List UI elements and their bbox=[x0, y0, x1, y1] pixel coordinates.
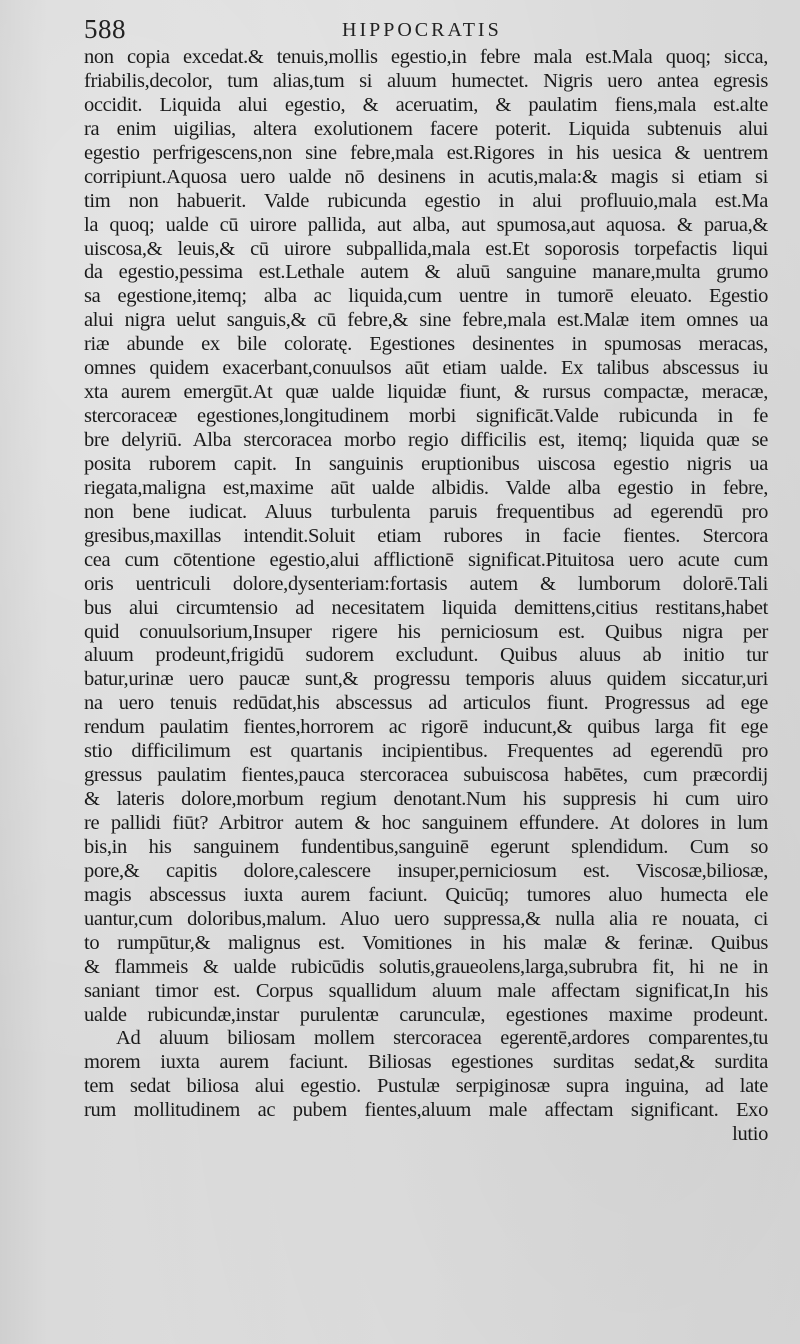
text-line: da egestio,pessima est.Lethale autem & aluū sanguine manare,multa grumo bbox=[84, 261, 768, 284]
paragraph-start-line: Ad aluum biliosam mollem stercoracea egerentē,ardores comparentes,tu bbox=[116, 1027, 768, 1050]
text-line: uantur,cum doloribus,malum. Aluo uero suppressa,& nulla alia re nouata, ci bbox=[84, 907, 768, 930]
catchword: lutio bbox=[732, 1123, 768, 1146]
text-line: riegata,maligna est,maxime aūt ualde albidis. Valde alba egestio in febre, bbox=[84, 476, 768, 499]
text-line: na uero tenuis redūdat,his abscessus ad articulos fiunt. Progressus ad ege bbox=[84, 692, 768, 715]
text-line: posita ruborem capit. In sanguinis eruptionibus uiscosa egestio nigris ua bbox=[84, 452, 768, 475]
text-line: bis,in his sanguinem fundentibus,sanguinē egerunt splendidum. Cum so bbox=[84, 835, 768, 858]
text-line: gresibus,maxillas intendit.Soluit etiam rubores in facie fientes. Stercora bbox=[84, 524, 768, 547]
text-line: oris uentriculi dolore,dysenteriam:fortasis autem & lumborum dolorē.Tali bbox=[84, 572, 768, 595]
text-line: aluum prodeunt,frigidū sudorem excludunt. Quibus aluus ab initio tur bbox=[84, 644, 768, 667]
text-line: non bene iudicat. Aluus turbulenta paruis frequentibus ad egerendū pro bbox=[84, 500, 768, 523]
text-line: uiscosa,& leuis,& cū uirore subpallida,mala est.Et soporosis torpefactis liqui bbox=[84, 237, 768, 260]
text-line: corripiunt.Aquosa uero ualde nō desinens in acutis,mala:& magis si etiam si bbox=[84, 165, 768, 188]
text-line: friabilis,decolor, tum alias,tum si aluum humectet. Nigris uero antea egresis bbox=[84, 69, 768, 92]
text-line: morem iuxta aurem faciunt. Biliosas egestiones surditas sedat,& surdita bbox=[84, 1051, 768, 1074]
text-line: rum mollitudinem ac pubem fientes,aluum male affectam significant. Exo bbox=[84, 1099, 768, 1122]
text-line: rendum paulatim fientes,horrorem ac rigorē inducunt,& quibus larga fit ege bbox=[84, 716, 768, 739]
text-line: sa egestione,itemq; alba ac liquida,cum uentre in tumorē eleuato. Egestio bbox=[84, 285, 768, 308]
text-line: ualde rubicundæ,instar purulentæ carunculæ, egestiones maxime prodeunt. bbox=[84, 1003, 768, 1026]
text-line: bre delyriū. Alba stercoracea morbo regio difficilis est, itemq; liquida quæ se bbox=[84, 429, 768, 451]
text-line: pore,& capitis dolore,calescere insuper,perniciosum est. Viscosæ,biliosæ, bbox=[84, 859, 768, 882]
text-line: non copia excedat.& tenuis,mollis egestio,in febre mala est.Mala quoq; sicca, bbox=[84, 46, 768, 68]
text-line: & lateris dolore,morbum regium denotant.Num his suppresis hi cum uiro bbox=[84, 788, 768, 811]
text-line: ra enim uigilias, altera exolutionem facere poterit. Liquida subtenuis alui bbox=[84, 117, 768, 140]
text-line: bus alui circumtensio ad necesitatem liquida demittens,citius restitans,habet bbox=[84, 596, 768, 619]
text-line: saniant timor est. Corpus squallidum aluum male affectam significat,In his bbox=[84, 979, 768, 1002]
text-line: stercoraceæ egestiones,longitudinem morbi significāt.Valde rubicunda in fe bbox=[84, 405, 768, 428]
page-number: 588 bbox=[84, 14, 126, 44]
text-line: cea cum cōtentione egestio,alui afflictionē significat.Pituitosa uero acute cum bbox=[84, 548, 768, 571]
text-line: la quoq; ualde cū uirore pallida, aut alba, aut spumosa,aut aquosa. & parua,& bbox=[84, 213, 768, 236]
text-line: gressus paulatim fientes,pauca stercoracea subuiscosa habētes, cum præcordij bbox=[84, 764, 768, 787]
text-line: tem sedat biliosa alui egestio. Pustulæ serpiginosæ supra inguina, ad late bbox=[84, 1075, 768, 1098]
text-line: riæ abunde ex bile coloratę. Egestiones desinentes in spumosas meracas, bbox=[84, 333, 768, 356]
text-line: magis abscessus iuxta aurem faciunt. Quicūq; tumores aluo humecta ele bbox=[84, 883, 768, 906]
running-head: HIPPOCRATIS bbox=[342, 19, 502, 41]
text-line: batur,urinæ uero paucæ sunt,& progressu temporis aluus quidem siccatur,uri bbox=[84, 668, 768, 691]
text-line: quid conuulsorium,Insuper rigere his perniciosum est. Quibus nigra per bbox=[84, 620, 768, 643]
text-line: omnes quidem exacerbant,conuulsos aūt etiam ualde. Ex talibus abscessus iu bbox=[84, 357, 768, 380]
text-line: stio difficilimum est quartanis incipientibus. Frequentes ad egerendū pro bbox=[84, 740, 768, 763]
text-line: & flammeis & ualde rubicūdis solutis,graueolens,larga,subrubra fit, hi ne in bbox=[84, 955, 768, 978]
text-line: xta aurem emergūt.At quæ ualde liquidæ fiunt, & rursus compactæ, meracæ, bbox=[84, 381, 768, 404]
text-line: re pallidi fiūt? Arbitror autem & hoc sanguinem effundere. At dolores in lum bbox=[84, 812, 768, 834]
text-line: tim non habuerit. Valde rubicunda egestio in alui profluuio,mala est.Ma bbox=[84, 189, 768, 212]
text-line: alui nigra uelut sanguis,& cū febre,& sine febre,mala est.Malæ item omnes ua bbox=[84, 309, 768, 332]
text-line: occidit. Liquida alui egestio, & aceruatim, & paulatim fiens,mala est.alte bbox=[84, 93, 768, 116]
body-text bbox=[84, 46, 768, 1147]
text-line: egestio perfrigescens,non sine febre,mala est.Rigores in his uesica & uentrem bbox=[84, 141, 768, 164]
text-line: to rumpūtur,& malignus est. Vomitiones in his malæ & ferinæ. Quibus bbox=[84, 931, 768, 954]
